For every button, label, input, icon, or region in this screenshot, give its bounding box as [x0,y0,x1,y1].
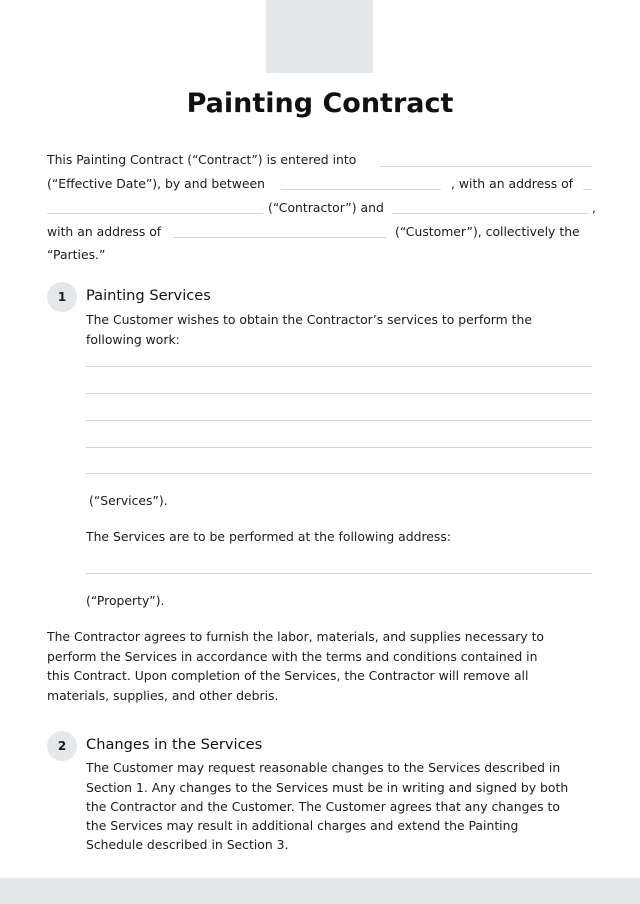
services-field-line[interactable] [86,366,592,367]
section-body-line: Section 1. Any changes to the Services must be in writing and signed by both [86,780,569,795]
section-number-badge: 1 [47,282,77,312]
services-field-line[interactable] [86,393,592,394]
address-text: The Services are to be performed at the following address: [86,529,452,544]
intro-line: (“Effective Date”), by and between [47,176,265,191]
contractor-address-field[interactable] [583,189,592,190]
intro-line: (“Customer”), collectively the [395,224,580,239]
effective-date-field[interactable] [380,166,592,167]
contractor-address-field-cont[interactable] [47,213,263,214]
section-body-line: The Customer wishes to obtain the Contractor’s services to perform the [86,312,533,327]
property-label: (“Property”). [86,593,165,608]
section-heading: Changes in the Services [86,736,263,753]
customer-name-field[interactable] [392,213,588,214]
page-title: Painting Contract [186,88,454,119]
property-address-field[interactable] [86,573,592,574]
section-number-badge: 2 [47,731,77,761]
intro-line: This Painting Contract (“Contract”) is entered into [47,152,357,167]
services-field-line[interactable] [86,420,592,421]
paragraph-line: The Contractor agrees to furnish the labor, materials, and supplies necessary to [47,629,545,644]
paragraph-line: materials, supplies, and other debris. [47,688,279,703]
section-body-line: following work: [86,332,180,347]
paragraph-line: perform the Services in accordance with the terms and conditions contained in [47,649,538,664]
services-label: (“Services”). [89,493,168,508]
header-logo-placeholder [266,0,373,73]
intro-comma: , [592,200,596,215]
customer-address-field[interactable] [173,237,386,238]
section-body-line: Schedule described in Section 3. [86,837,289,852]
section-body-line: the Contractor and the Customer. The Customer agrees that any changes to [86,799,560,814]
paragraph-line: this Contract. Upon completion of the Services, the Contractor will remove all [47,668,529,683]
section-body-line: the Services may result in additional charges and extend the Painting [86,818,519,833]
footer-band [0,878,640,904]
section-body-line: The Customer may request reasonable changes to the Services described in [86,760,561,775]
intro-line: “Parties.” [47,247,106,262]
intro-line: with an address of [47,224,162,239]
services-field-line[interactable] [86,473,592,474]
intro-line: (“Contractor”) and [268,200,384,215]
contractor-name-field[interactable] [281,189,441,190]
intro-line: , with an address of [451,176,574,191]
section-heading: Painting Services [86,287,211,304]
services-field-line[interactable] [86,447,592,448]
